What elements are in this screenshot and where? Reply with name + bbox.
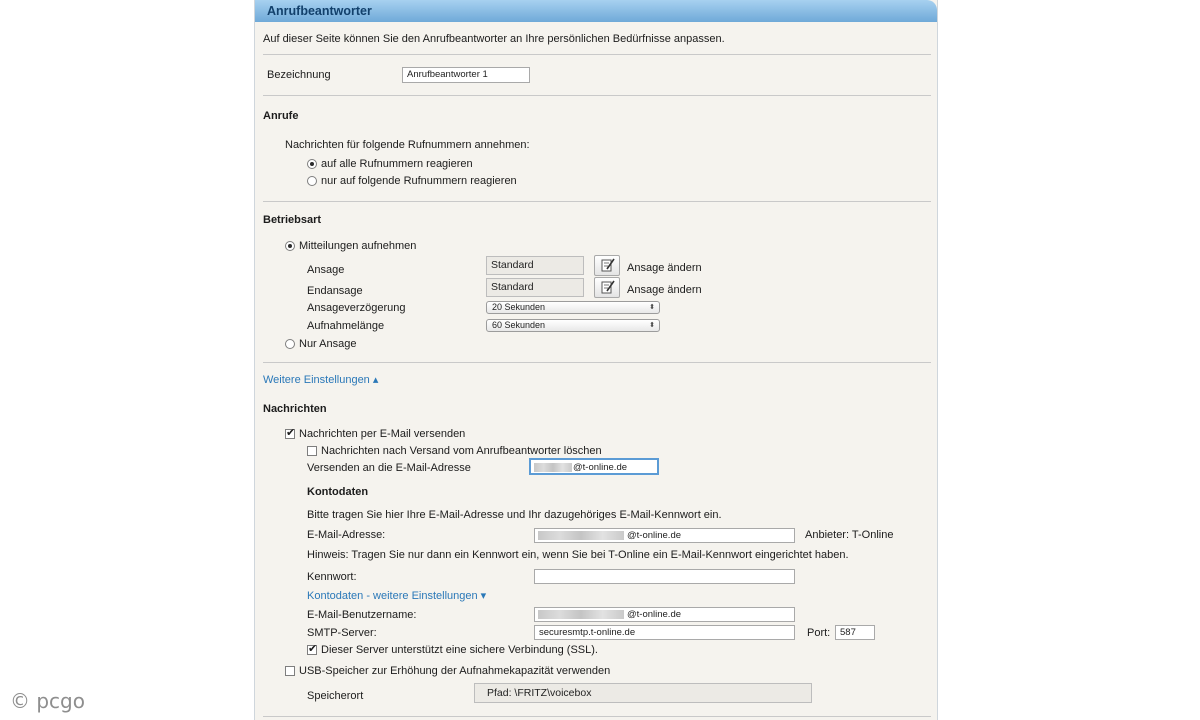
radio-all-numbers[interactable]: [307, 159, 317, 169]
ansage-change-link[interactable]: Ansage ändern: [627, 262, 702, 274]
username-label: E-Mail-Benutzername:: [307, 609, 417, 621]
redacted-email: [538, 610, 624, 619]
email-address-value: @t-online.de: [627, 530, 682, 541]
page-title: Anrufbeantworter: [267, 4, 372, 18]
port-label: Port:: [807, 627, 831, 639]
storage-path: Pfad: \FRITZ\voicebox: [487, 687, 592, 699]
more-settings-link[interactable]: Weitere Einstellungen ▴: [263, 374, 379, 386]
edit-icon: [595, 256, 619, 275]
bezeichnung-input[interactable]: Anrufbeantworter 1: [402, 67, 530, 83]
checkbox-email-send-label: Nachrichten per E-Mail versenden: [299, 428, 466, 440]
divider: [263, 201, 931, 202]
smtp-input[interactable]: securesmtp.t-online.de: [534, 625, 795, 640]
nachrichten-heading: Nachrichten: [263, 403, 327, 415]
ansageverzoegerung-select[interactable]: [486, 301, 660, 314]
betriebsart-heading: Betriebsart: [263, 214, 322, 226]
panel-titlebar: [255, 0, 937, 22]
aufnahmelaenge-label: Aufnahmelänge: [307, 320, 385, 332]
aufnahmelaenge-value: 60 Sekunden: [492, 320, 546, 330]
select-arrows-icon: ⬍: [649, 304, 655, 311]
radio-announcement-only-label: Nur Ansage: [299, 338, 357, 350]
checkbox-delete-after[interactable]: [307, 446, 317, 456]
edit-icon: [595, 278, 619, 297]
divider: [263, 716, 931, 717]
password-label: Kennwort:: [307, 571, 357, 583]
redacted-email: [538, 531, 624, 540]
password-hint: Hinweis: Tragen Sie nur dann ein Kennwort ein, wenn Sie bei T-Online ein E-Mail-Kennwort eingerichtet haben.: [307, 549, 849, 561]
divider: [263, 95, 931, 96]
intro-text: Auf dieser Seite können Sie den Anrufbeantworter an Ihre persönlichen Bedürfnisse anpassen.: [263, 33, 725, 45]
endansage-edit-button[interactable]: [594, 277, 620, 298]
kontodaten-hint: Bitte tragen Sie hier Ihre E-Mail-Adresse und Ihr dazugehöriges E-Mail-Kennwort ein.: [307, 509, 722, 521]
anrufe-prompt: Nachrichten für folgende Rufnummern annehmen:: [285, 139, 530, 151]
email-address-label: E-Mail-Adresse:: [307, 529, 386, 541]
answering-machine-panel: [254, 0, 938, 720]
send-to-input[interactable]: [529, 458, 659, 475]
radio-announcement-only[interactable]: [285, 339, 295, 349]
endansage-label: Endansage: [307, 285, 363, 297]
radio-all-numbers-label: auf alle Rufnummern reagieren: [321, 158, 473, 170]
checkbox-ssl-label: Dieser Server unterstützt eine sichere Verbindung (SSL).: [321, 644, 598, 656]
redacted-email: [534, 463, 572, 472]
ansageverzoegerung-value: 20 Sekunden: [492, 302, 546, 312]
username-value: @t-online.de: [627, 609, 682, 620]
ansage-edit-button[interactable]: [594, 255, 620, 276]
divider: [263, 362, 931, 363]
watermark: © pcgo: [10, 689, 85, 713]
radio-selected-numbers[interactable]: [307, 176, 317, 186]
send-to-label: Versenden an die E-Mail-Adresse: [307, 462, 471, 474]
port-input[interactable]: 587: [835, 625, 875, 640]
endansage-change-link[interactable]: Ansage ändern: [627, 284, 702, 296]
password-input[interactable]: [534, 569, 795, 584]
storage-location-label: Speicherort: [307, 690, 364, 702]
email-address-input[interactable]: [534, 528, 795, 543]
checkbox-ssl[interactable]: [307, 645, 317, 655]
username-input[interactable]: [534, 607, 795, 622]
bezeichnung-label: Bezeichnung: [267, 69, 331, 81]
ansage-label: Ansage: [307, 264, 345, 276]
checkbox-email-send[interactable]: [285, 429, 295, 439]
radio-record-messages[interactable]: [285, 241, 295, 251]
divider: [263, 54, 931, 55]
select-arrows-icon: ⬍: [649, 322, 655, 329]
checkbox-delete-after-label: Nachrichten nach Versand vom Anrufbeantworter löschen: [321, 445, 602, 457]
smtp-label: SMTP-Server:: [307, 627, 377, 639]
radio-selected-numbers-label: nur auf folgende Rufnummern reagieren: [321, 175, 517, 187]
endansage-value: Standard: [486, 278, 584, 297]
storage-location-value: [474, 683, 812, 703]
checkbox-usb[interactable]: [285, 666, 295, 676]
kontodaten-heading: Kontodaten: [307, 486, 369, 498]
provider-text: Anbieter: T-Online: [805, 529, 894, 541]
radio-record-messages-label: Mitteilungen aufnehmen: [299, 240, 417, 252]
checkbox-usb-label: USB-Speicher zur Erhöhung der Aufnahmekapazität verwenden: [299, 665, 611, 677]
kontodaten-more-link[interactable]: Kontodaten - weitere Einstellungen ▾: [307, 590, 487, 602]
ansageverzoegerung-label: Ansageverzögerung: [307, 302, 406, 314]
send-to-value: @t-online.de: [573, 462, 628, 473]
anrufe-heading: Anrufe: [263, 110, 299, 122]
ansage-value: Standard: [486, 256, 584, 275]
aufnahmelaenge-select[interactable]: [486, 319, 660, 332]
